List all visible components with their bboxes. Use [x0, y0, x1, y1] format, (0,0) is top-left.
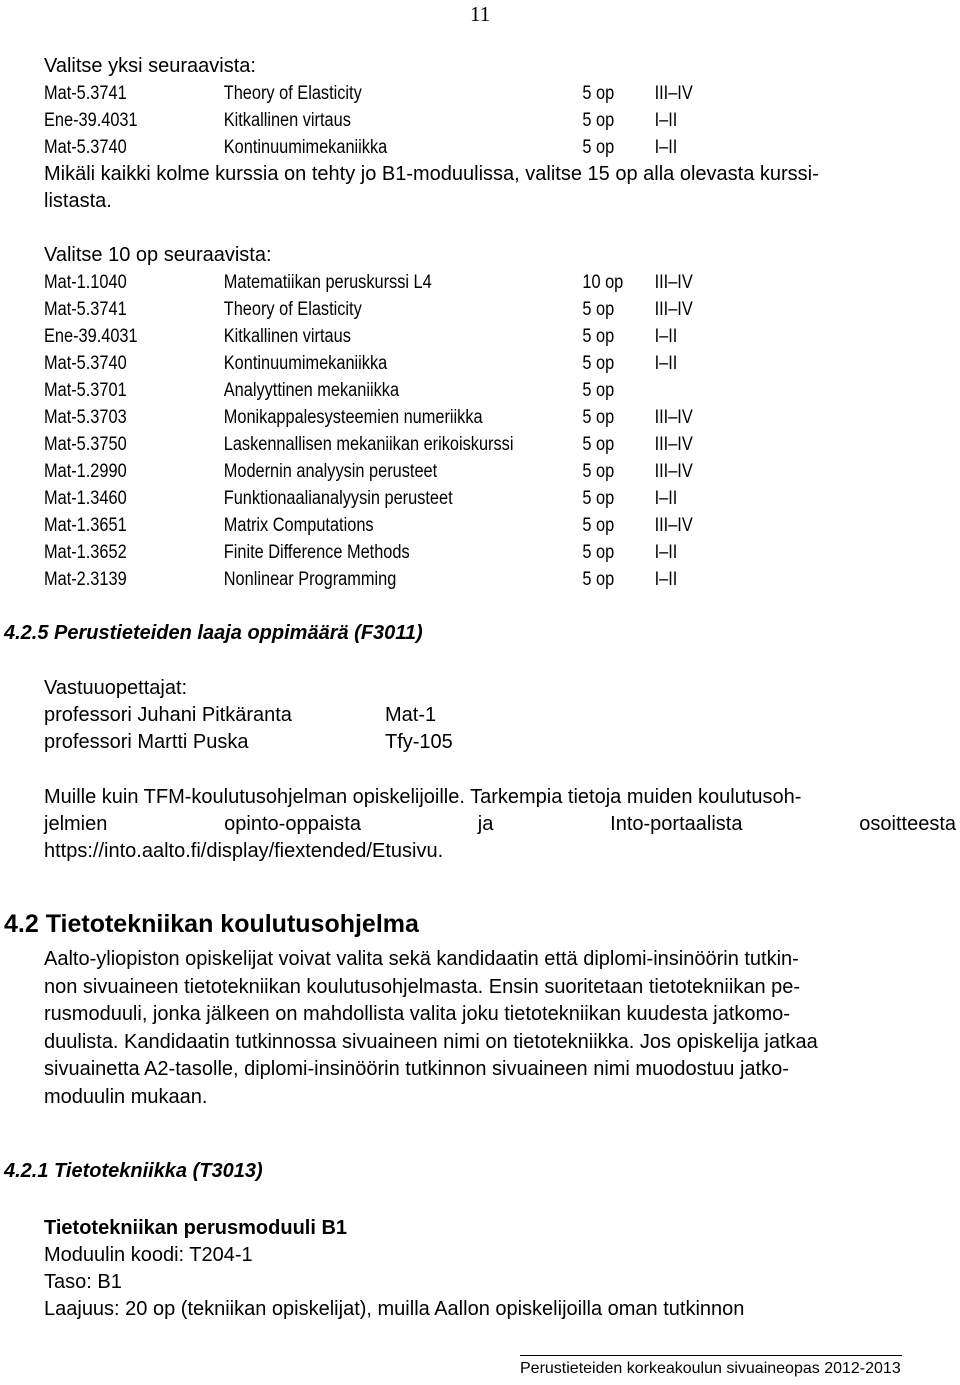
teacher-name-1: professori Juhani Pitkäranta: [44, 704, 292, 726]
course-credits: 5 op: [582, 83, 615, 104]
course-period: III–IV: [654, 272, 693, 293]
course-period: I–II: [654, 353, 678, 374]
module-title: Tietotekniikan perusmoduuli B1: [44, 1217, 348, 1239]
course-credits: 5 op: [582, 326, 615, 347]
teacher-name-2: professori Martti Puska: [44, 731, 249, 753]
course-name: Matrix Computations: [223, 515, 374, 536]
course-code: Mat-5.3741: [44, 83, 127, 104]
section-42-line4: duulista. Kandidaatin tutkinnossa sivuaineen nimi on tietotekniikka. Jos opiskelija jatkaa: [44, 1030, 818, 1053]
footer-text: Perustieteiden korkeakoulun sivuaineopas 2012-2013: [520, 1360, 901, 1377]
teacher-unit-1: Mat-1: [385, 704, 437, 726]
course-name: Funktionaalianalyysin perusteet: [223, 488, 453, 509]
course-credits: 10 op: [582, 272, 624, 293]
course-code: Mat-5.3703: [44, 407, 127, 428]
para-word: ja: [477, 813, 494, 835]
course-name: Laskennallisen mekaniikan erikoiskurssi: [223, 434, 514, 455]
course-credits: 5 op: [582, 407, 615, 428]
course-credits: 5 op: [582, 461, 615, 482]
course-period: I–II: [654, 326, 678, 347]
course-name: Nonlinear Programming: [223, 569, 397, 590]
section-425-para-line1: Muille kuin TFM-koulutusohjelman opiskelijoille. Tarkempia tietoja muiden koulutusoh-: [44, 786, 802, 808]
footer-divider: [520, 1355, 902, 1356]
course-credits: 5 op: [582, 380, 615, 401]
page-number: 11: [470, 2, 491, 26]
course-credits: 5 op: [582, 353, 615, 374]
into-url-link[interactable]: https://into.aalto.fi/display/fiextended/Etusivu.: [44, 840, 444, 862]
para-word: jelmien: [44, 813, 108, 835]
course-name: Kontinuumimekaniikka: [223, 137, 388, 158]
course-period: I–II: [654, 137, 678, 158]
block1-note-line2: listasta.: [44, 190, 112, 212]
course-code: Mat-1.3652: [44, 542, 127, 563]
course-name: Theory of Elasticity: [223, 299, 362, 320]
course-code: Mat-1.3460: [44, 488, 127, 509]
course-name: Modernin analyysin perusteet: [223, 461, 438, 482]
course-credits: 5 op: [582, 110, 615, 131]
course-period: III–IV: [654, 407, 693, 428]
section-42-line1: Aalto-yliopiston opiskelijat voivat valita sekä kandidaatin että diplomi-insinöörin tutkin-: [44, 948, 799, 970]
course-period: III–IV: [654, 83, 693, 104]
course-period: III–IV: [654, 515, 693, 536]
course-code: Mat-1.1040: [44, 272, 127, 293]
course-code: Ene-39.4031: [44, 110, 138, 131]
course-name: Kontinuumimekaniikka: [223, 353, 388, 374]
course-code: Mat-5.3741: [44, 299, 127, 320]
section-42-line2: non sivuaineen tietotekniikan koulutusohjelmasta. Ensin suoritetaan tietotekniikan pe-: [44, 975, 801, 998]
course-period: III–IV: [654, 461, 693, 482]
block2-intro: Valitse 10 op seuraavista:: [44, 244, 272, 266]
course-code: Mat-5.3740: [44, 137, 127, 158]
para-word: osoitteesta: [859, 813, 956, 835]
module-code-line: Moduulin koodi: T204-1: [44, 1244, 253, 1266]
module-scope-line: Laajuus: 20 op (tekniikan opiskelijat), muilla Aallon opiskelijoilla oman tutkinnon: [44, 1298, 745, 1320]
block1-note-line1: Mikäli kaikki kolme kurssia on tehty jo B1-moduulissa, valitse 15 op alla olevasta kurssi-: [44, 163, 819, 185]
course-period: I–II: [654, 110, 678, 131]
course-credits: 5 op: [582, 299, 615, 320]
course-name: Matematiikan peruskurssi L4: [223, 272, 432, 293]
section-42-heading: 4.2 Tietotekniikan koulutusohjelma: [4, 910, 419, 938]
course-code: Mat-1.3651: [44, 515, 127, 536]
course-credits: 5 op: [582, 542, 615, 563]
course-period: III–IV: [654, 299, 693, 320]
course-period: I–II: [654, 569, 678, 590]
course-name: Kitkallinen virtaus: [223, 110, 351, 131]
course-credits: 5 op: [582, 434, 615, 455]
course-period: I–II: [654, 488, 678, 509]
course-credits: 5 op: [582, 137, 615, 158]
section-42-line6: moduulin mukaan.: [44, 1085, 208, 1108]
course-code: Mat-1.2990: [44, 461, 127, 482]
course-period: I–II: [654, 542, 678, 563]
course-credits: 5 op: [582, 488, 615, 509]
module-level-line: Taso: B1: [44, 1271, 122, 1293]
course-code: Ene-39.4031: [44, 326, 138, 347]
course-period: III–IV: [654, 434, 693, 455]
teacher-unit-2: Tfy-105: [385, 731, 453, 753]
course-code: Mat-2.3139: [44, 569, 127, 590]
section-425-para-line2: [44, 811, 956, 838]
course-credits: 5 op: [582, 515, 615, 536]
course-code: Mat-5.3750: [44, 434, 127, 455]
course-name: Monikappalesysteemien numeriikka: [223, 407, 483, 428]
section-42-line5: sivuainetta A2-tasolle, diplomi-insinöörin tutkinnon sivuaineen nimi muodostuu jatko-: [44, 1058, 789, 1080]
course-name: Kitkallinen virtaus: [223, 326, 351, 347]
course-code: Mat-5.3701: [44, 380, 127, 401]
course-name: Analyyttinen mekaniikka: [223, 380, 400, 401]
course-name: Theory of Elasticity: [223, 83, 362, 104]
section-421-heading: 4.2.1 Tietotekniikka (T3013): [4, 1160, 263, 1182]
teachers-label: Vastuuopettajat:: [44, 677, 188, 699]
para-word: opinto-oppaista: [224, 813, 361, 835]
course-credits: 5 op: [582, 569, 615, 590]
block1-intro: Valitse yksi seuraavista:: [44, 55, 256, 77]
section-425-heading: 4.2.5 Perustieteiden laaja oppimäärä (F3011): [4, 622, 423, 644]
course-code: Mat-5.3740: [44, 353, 127, 374]
course-name: Finite Difference Methods: [223, 542, 410, 563]
section-42-line3: rusmoduuli, jonka jälkeen on mahdollista valita joku tietotekniikan kuudesta jatkomo-: [44, 1003, 790, 1025]
para-word: Into-portaalista: [610, 813, 743, 835]
